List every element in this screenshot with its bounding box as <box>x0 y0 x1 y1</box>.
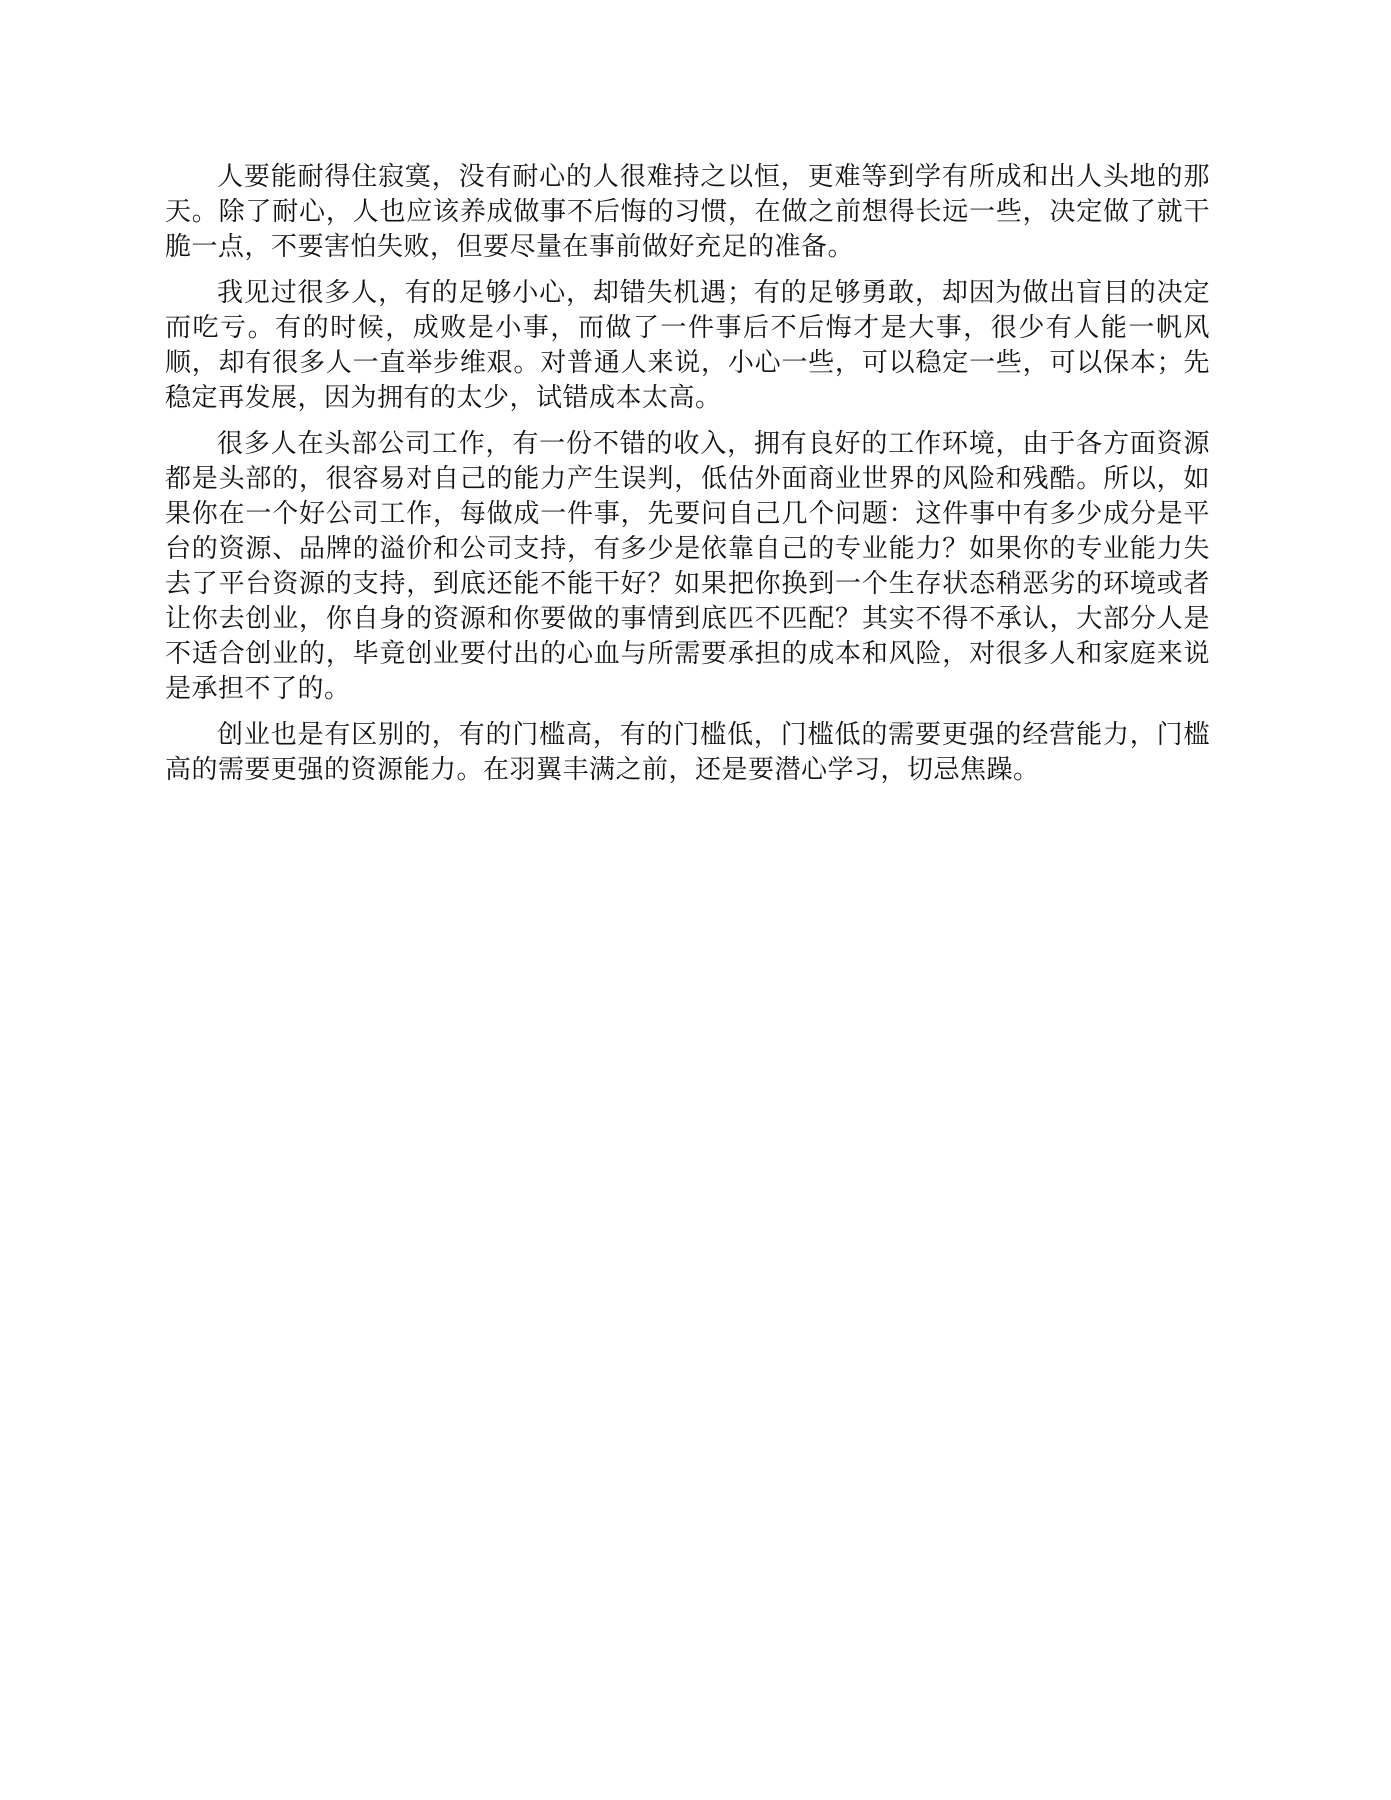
paragraph-3: 很多人在头部公司工作，有一份不错的收入，拥有良好的工作环境，由于各方面资源都是头部的，很容易对自己的能力产生误判，低估外面商业世界的风险和残酷。所以，如果你在一个好公司工作，每做成一件事，先要问自己几个问题：这件事中有多少成分是平台的资源、品牌的溢价和公司支持，有多少是依靠自己的专业能力？如果你的专业能力失去了平台资源的支持，到底还能不能干好？如果把你换到一个生存状态稍恶劣的环境或者让你去创业，你自身的资源和你要做的事情到底匹不匹配？其实不得不承认，大部分人是不适合创业的，毕竟创业要付出的心血与所需要承担的成本和风险，对很多人和家庭来说是承担不了的。 <box>165 429 1210 704</box>
paragraph-2: 我见过很多人，有的足够小心，却错失机遇；有的足够勇敢，却因为做出盲目的决定而吃亏。有的时候，成败是小事，而做了一件事后不后悔才是大事，很少有人能一帆风顺，却有很多人一直举步维艰。对普通人来说，小心一些，可以稳定一些，可以保本；先稳定再发展，因为拥有的太少，试错成本太高。 <box>165 278 1210 413</box>
article-body <box>165 160 1210 799</box>
paragraph-4: 创业也是有区别的，有的门槛高，有的门槛低，门槛低的需要更强的经营能力，门槛高的需要更强的资源能力。在羽翼丰满之前，还是要潜心学习，切忌焦躁。 <box>165 720 1210 785</box>
paragraph-1: 人要能耐得住寂寞，没有耐心的人很难持之以恒，更难等到学有所成和出人头地的那天。除了耐心，人也应该养成做事不后悔的习惯，在做之前想得长远一些，决定做了就干脆一点，不要害怕失败，但要尽量在事前做好充足的准备。 <box>165 162 1210 262</box>
